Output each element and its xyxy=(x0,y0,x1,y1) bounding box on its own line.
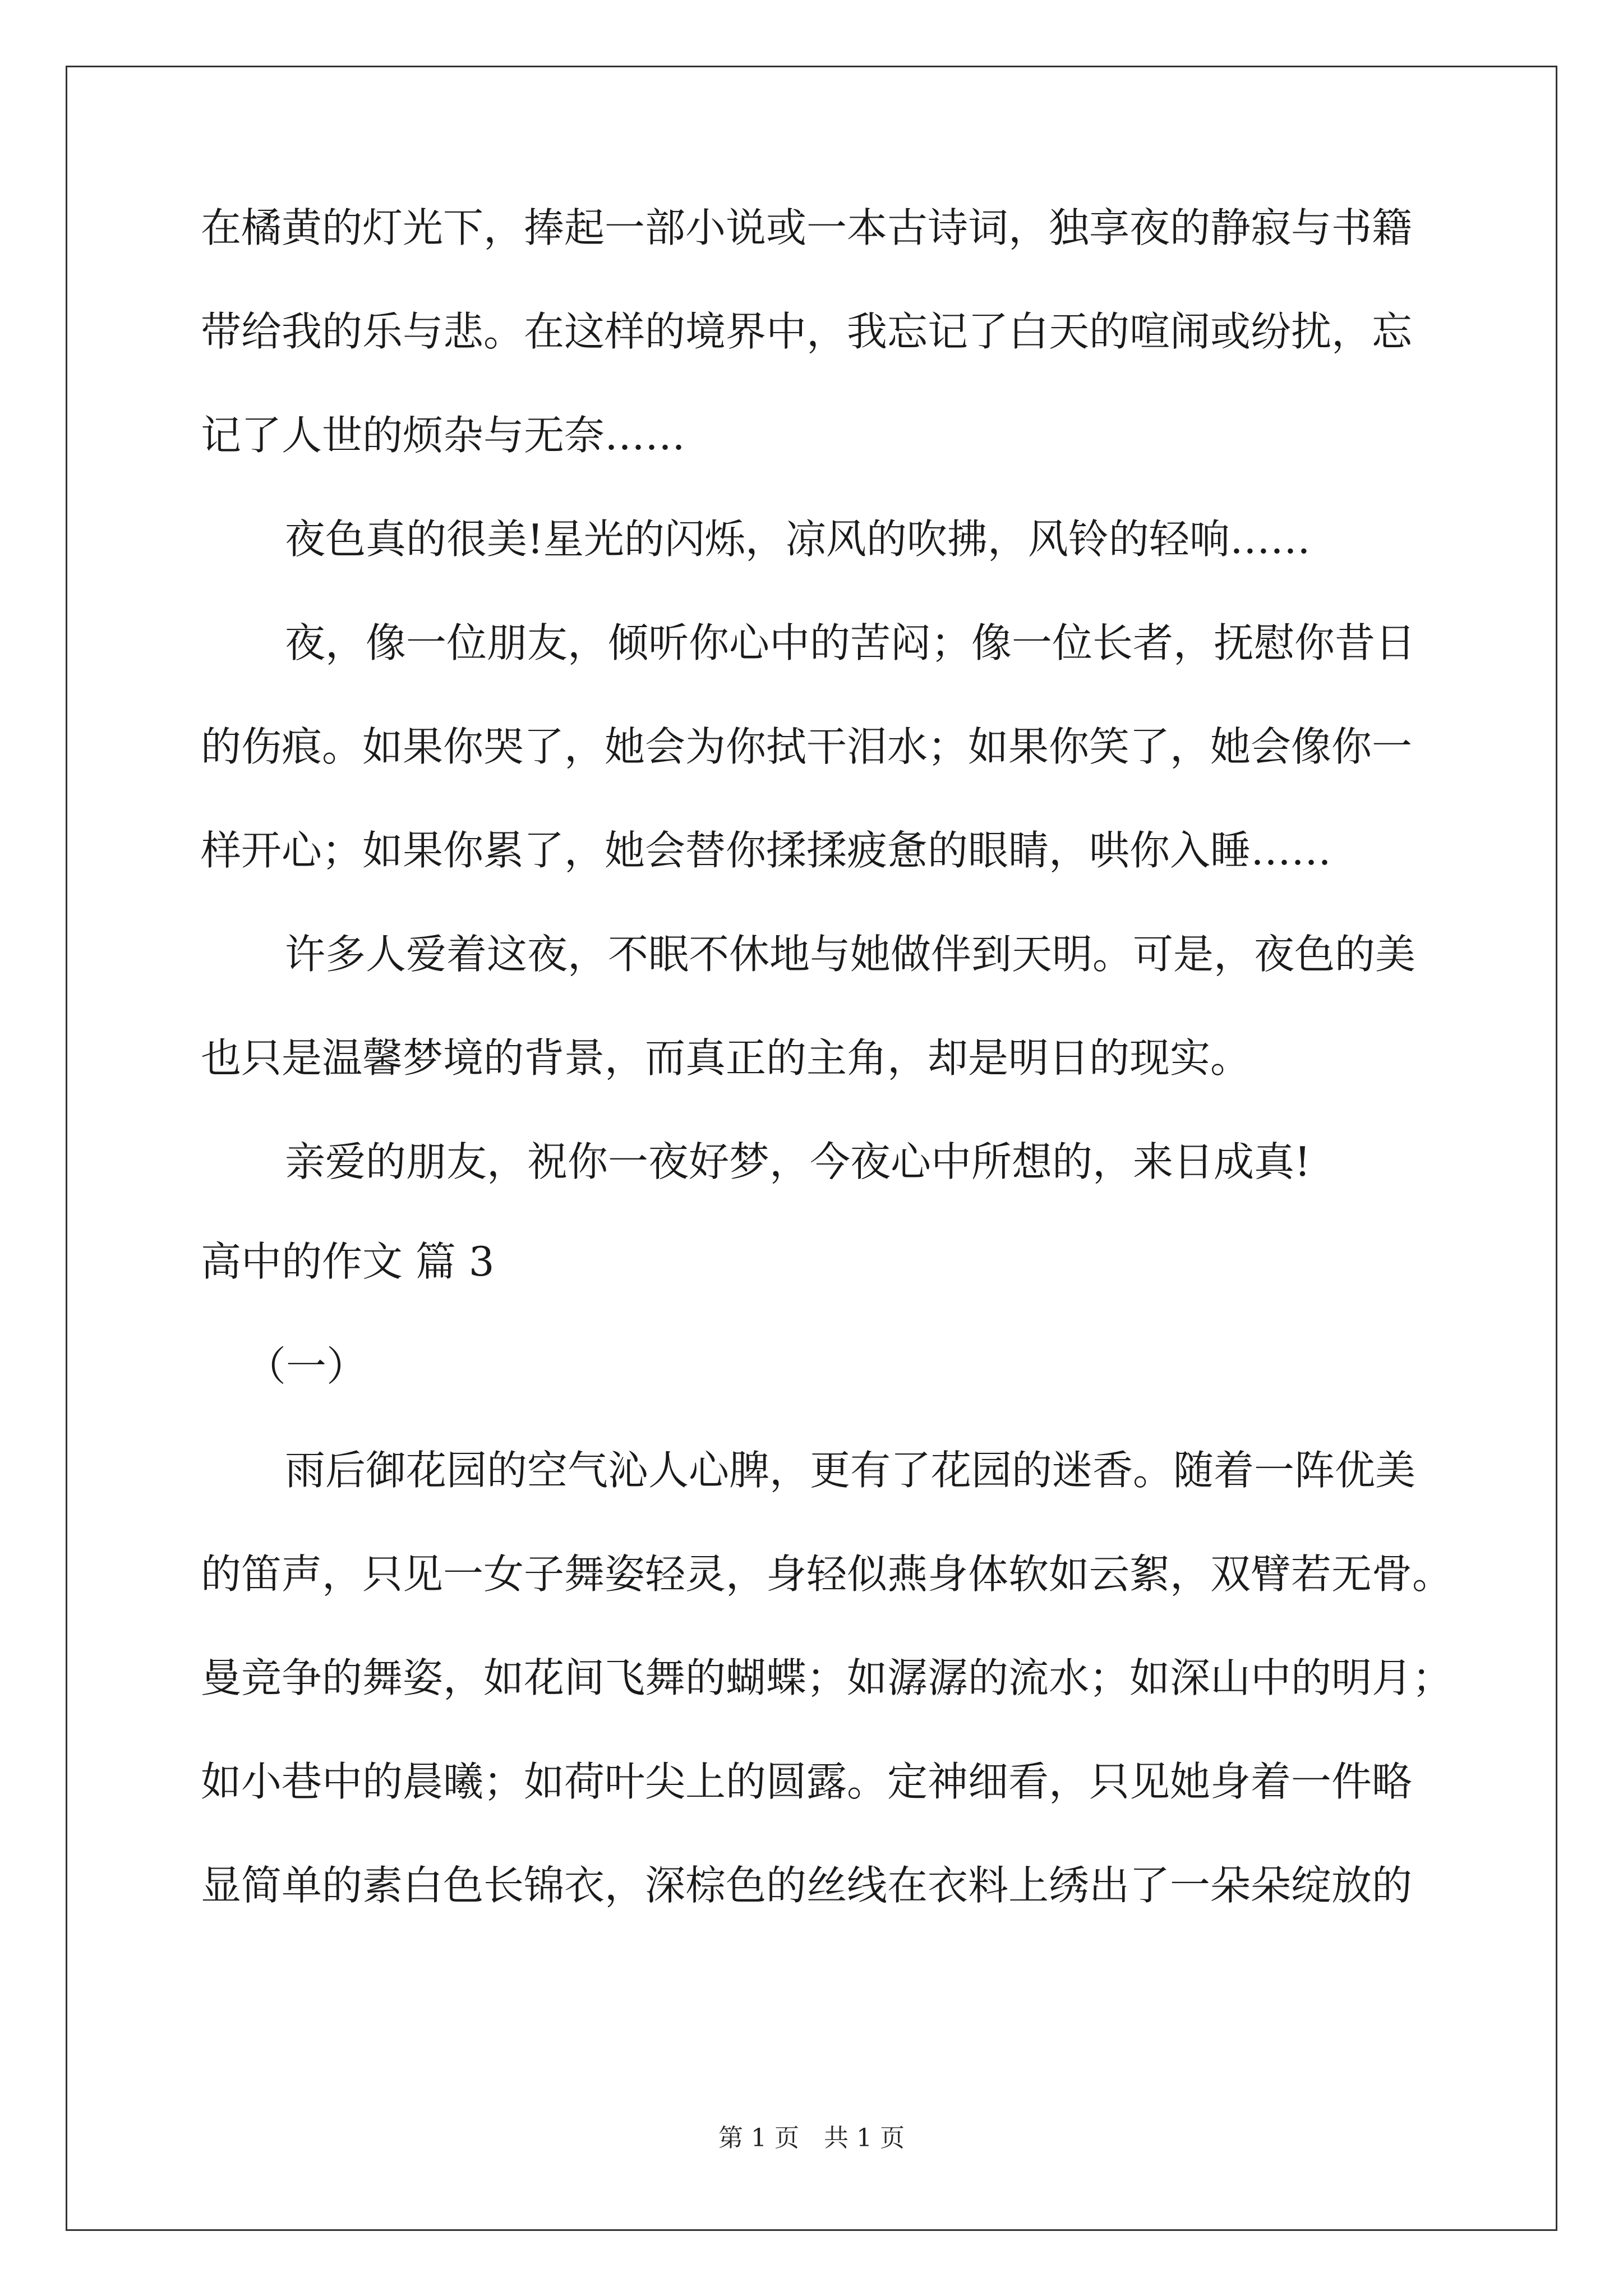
page-number: 第 1 页 共 1 页 xyxy=(718,2124,905,2152)
paragraph-line: 在橘黄的灯光下，捧起一部小说或一本古诗词，独享夜的静寂与书籍 xyxy=(201,204,1413,251)
section-heading: 高中的作文 篇 3 xyxy=(201,1238,495,1285)
paragraph-line: 的伤痕。如果你哭了，她会为你拭干泪水；如果你笑了，她会像你一 xyxy=(201,723,1413,770)
paragraph-line: 亲爱的朋友，祝你一夜好梦，今夜心中所想的，来日成真! xyxy=(285,1138,1311,1185)
paragraph-line: 带给我的乐与悲。在这样的境界中，我忘记了白天的喧闹或纷扰，忘 xyxy=(201,308,1413,355)
paragraph-line: 样开心；如果你累了，她会替你揉揉疲惫的眼睛，哄你入睡…… xyxy=(201,827,1332,874)
paragraph-line: 记了人世的烦杂与无奈…… xyxy=(201,412,686,459)
paragraph-line: 夜，像一位朋友，倾听你心中的苦闷；像一位长者，抚慰你昔日 xyxy=(285,619,1416,666)
paragraph-line: 如小巷中的晨曦；如荷叶尖上的圆露。定神细看，只见她身着一件略 xyxy=(201,1758,1413,1805)
paragraph-line: 的笛声，只见一女子舞姿轻灵，身轻似燕身体软如云絮，双臂若无骨。 xyxy=(201,1550,1453,1598)
subsection-marker: （一） xyxy=(246,1343,367,1390)
paragraph-line: 也只是温馨梦境的背景，而真正的主角，却是明日的现实。 xyxy=(201,1034,1251,1082)
paragraph-line: 夜色真的很美!星光的闪烁，凉风的吹拂，风铃的轻响…… xyxy=(285,516,1311,563)
paragraph-line: 雨后御花园的空气沁人心脾，更有了花园的迷香。随着一阵优美 xyxy=(285,1447,1416,1494)
paragraph-line: 许多人爱着这夜，不眠不休地与她做伴到天明。可是，夜色的美 xyxy=(285,931,1416,978)
paragraph-line: 曼竞争的舞姿，如花间飞舞的蝴蝶；如潺潺的流水；如深山中的明月； xyxy=(201,1654,1453,1701)
paragraph-line: 显简单的素白色长锦衣，深棕色的丝线在衣料上绣出了一朵朵绽放的 xyxy=(201,1862,1413,1909)
